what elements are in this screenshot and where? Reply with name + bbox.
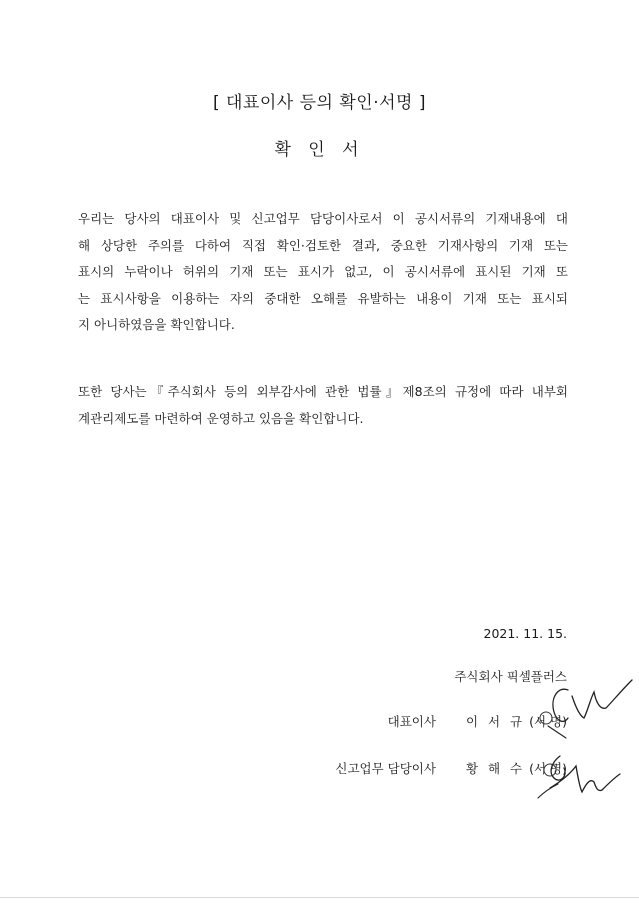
confirmation-paragraph [78,206,568,339]
signature-placeholder: (서 명) [529,714,567,729]
paragraph-line: 계관리제도를 마련하여 운영하고 있음을 확인합니다. [78,410,364,426]
paragraph-line: 표시의 누락이나 허위의 기재 또는 표시가 없고, 이 공시서류에 표시된 기재 또 [78,264,568,279]
signer-name: 이 서 규 [465,714,526,729]
signer-name: 황 해 수 [465,761,526,776]
paragraph-line: 지 아니하였음을 확인합니다. [78,317,235,332]
document-date: 2021. 11. 15. [483,626,567,641]
company-name: 주식회사 픽셀플러스 [454,669,567,684]
paragraph-line: 또한 당사는『주식회사 등의 외부감사에 관한 법률』제8조의 규정에 따라 내부회 [78,384,568,399]
document-title: 확 인 서 [274,140,365,160]
page-edge-line [0,897,639,898]
handwritten-signature-cfo [520,748,639,808]
paragraph-line: 해 상당한 주의를 다하여 직접 확인·검토한 결과, 중요한 기재사항의 기재 또는 [78,237,568,253]
signer-role: 신고업무 담당이사 [335,761,436,776]
paragraph-line: 우리는 당사의 대표이사 및 신고업무 담당이사로서 이 공시서류의 기재내용에 대 [78,211,568,226]
signature-placeholder: (서 명) [529,761,567,776]
signer-cfo [335,759,567,777]
paragraph-line: 는 표시사항을 이용하는 자의 중대한 오해를 유발하는 내용이 기재 또는 표시되 [78,290,568,306]
section-header: [ 대표이사 등의 확인·서명 ] [212,93,426,113]
signer-ceo [388,712,567,730]
internal-control-paragraph [78,379,568,432]
signer-role: 대표이사 [387,714,436,729]
